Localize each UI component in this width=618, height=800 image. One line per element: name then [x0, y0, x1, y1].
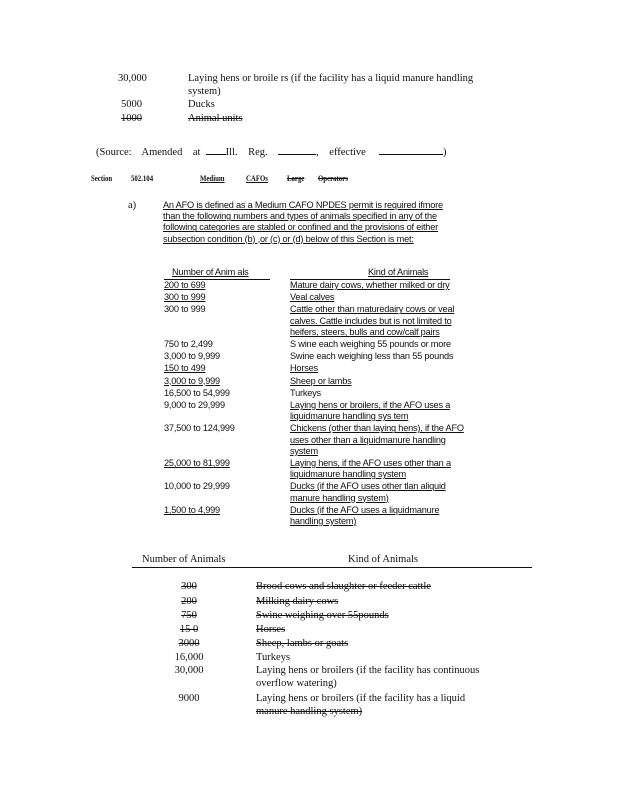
table1-row-kind: Mature dairy cows, whether milked or dry	[290, 280, 450, 290]
table1-row-kind: Ducks (if the AFO uses other tlan aliquid	[290, 481, 446, 492]
table1-row-number: 1,500 to 4,999	[164, 504, 220, 515]
table1-row-kind: Laying hens, if the AFO uses other than a	[290, 458, 451, 468]
source-amended: Amended	[141, 147, 183, 158]
table2-row-number: 3000	[178, 638, 200, 649]
table2-row-number: 16,000	[174, 652, 204, 663]
table2-row-kind: overflow watering)	[256, 678, 337, 689]
top-list-num-1: 30,000	[118, 73, 147, 84]
table1-row-number: 37,500 to 124,999	[164, 423, 235, 434]
table1-row-number: 9,000 to 29,999	[164, 400, 225, 410]
table1-header-kind: Kind of Animals	[368, 267, 429, 277]
source-at: at	[192, 147, 201, 158]
section-label: Section	[91, 174, 113, 183]
source-close: )	[442, 147, 447, 158]
table2-row-number: 30,000	[174, 665, 204, 676]
source-comma: ,	[316, 147, 319, 158]
table1-row-kind: Sheep or lambs	[290, 375, 352, 386]
table2-row-kind: Brood cows and slaughter or feeder cattle	[256, 581, 431, 592]
source-blank-1	[206, 145, 226, 155]
table2-row-kind: Swine weighing over 55pounds	[256, 610, 389, 621]
section-medium: Medium	[200, 174, 225, 183]
source-effective: effective	[329, 147, 366, 158]
table1-row-kind: Veal calves	[290, 292, 335, 303]
table2-row-number: 9000	[178, 693, 200, 704]
table2-row-number: 300	[181, 581, 197, 592]
paragraph-a-line: following categories are stabled or confined and the provisions of either	[163, 222, 438, 233]
table1-row-kind: Laying hens or broilers, if the AFO uses a	[290, 400, 451, 410]
source-line	[96, 145, 446, 158]
section-large: Large	[287, 174, 305, 183]
table2-row-number: 200	[181, 596, 197, 607]
table1-header-number: Number of Anim als	[172, 267, 249, 277]
top-list-kind-1: Laying hens or broile rs (if the facility has a liquid manure handling	[188, 73, 474, 84]
table1-row-kind: liquidmanure handling sys tem	[290, 411, 409, 422]
top-list-kind-3: Animal units	[188, 113, 243, 124]
table1-row-number: 3,000 to 9,999	[164, 375, 220, 386]
table2-row-number: 750	[181, 610, 197, 621]
table1-row-kind: Swine each weighing less than 55 pounds	[290, 351, 454, 362]
top-list-kind-1-cont: system)	[188, 86, 221, 97]
table1-row-kind: manure handling system)	[290, 492, 389, 503]
table2-row-kind: Laying hens or broilers (if the facility has a liquid	[256, 693, 466, 704]
source-reg: Reg.	[248, 147, 268, 158]
paragraph-a-text	[163, 200, 513, 245]
table1-row-number: 750 to 2,499	[164, 339, 213, 349]
table1-row-kind: handling system)	[290, 516, 357, 526]
table1-row-kind: liquidmanure handling system	[290, 469, 406, 480]
table1-row-number: 10,000 to 29,999	[164, 481, 230, 492]
source-blank-2	[278, 145, 316, 155]
table2-row-kind: Sheep, lambs or goats	[256, 638, 349, 649]
section-number: 502.104	[131, 174, 154, 183]
table1-row-kind: Horses	[290, 363, 318, 374]
table1-row-number: 300 to 999	[164, 292, 206, 303]
table2-header-rule	[132, 567, 532, 568]
source-blank-3	[379, 145, 443, 155]
source-ill: Ill.	[225, 147, 238, 158]
paragraph-a-line: subsection condition (b) ,or (c) or (d) below of this Section is met:	[163, 233, 414, 244]
table2-header-number: Number of Animals	[142, 554, 226, 565]
table1-row-kind: heifers, steers, bulls and cow/calf pairs	[290, 326, 440, 337]
table2-row-kind: Horses	[256, 624, 286, 635]
table2-row-number: 15 0	[179, 624, 199, 635]
source-label: (Source:	[96, 147, 132, 158]
table1-row-number: 300 to 999	[164, 304, 206, 315]
table1-row-number: 25,000 to 81,999	[164, 458, 230, 468]
table2-row-kind: Turkeys	[256, 652, 291, 663]
paragraph-a-line: An AFO is defined as a Medium CAFO NPDES permit is required ifmore	[163, 200, 443, 210]
table1-row-kind: Turkeys	[290, 387, 321, 398]
table1-row-number: 3,000 to 9,999	[164, 351, 220, 362]
table1-row-kind: Cattle other than maturedairy cows or veal	[290, 304, 455, 315]
table1-row-kind: Ducks (if the AFO uses a liquidmanure	[290, 504, 440, 515]
top-list-num-3: 1000	[121, 113, 142, 124]
paragraph-a-line: than the following numbers and types of animals specified in any of the	[163, 211, 437, 222]
paragraph-a-marker: a)	[128, 200, 137, 211]
table1-row-number: 200 to 699	[164, 280, 206, 290]
table1-row-kind: S wine each weighing 55 pounds or more	[290, 339, 451, 349]
table1-row-kind: system	[290, 445, 318, 456]
top-list-kind-2: Ducks	[188, 99, 215, 110]
top-list-num-2: 5000	[121, 99, 142, 110]
section-operators: Operators	[318, 174, 348, 183]
table1-row-kind: uses other than a liquidmanure handling	[290, 434, 446, 445]
table2-header-kind: Kind of Animals	[348, 554, 418, 565]
table1-row-kind: Chickens (other than laying hens), if the AFO	[290, 423, 464, 434]
section-cafos: CAFOs	[246, 174, 268, 183]
table1-row-number: 150 to 499	[164, 363, 206, 374]
table2-row-kind: Laying hens or broilers (if the facility has continuous	[256, 665, 480, 676]
table2-row-kind: Milking dairy cows	[256, 596, 339, 607]
table2-row-kind: manure handling system)	[256, 706, 363, 717]
table1-row-number: 16,500 to 54,999	[164, 387, 230, 398]
table1-row-kind: calves. Cattle includes but is not limited to	[290, 315, 452, 326]
